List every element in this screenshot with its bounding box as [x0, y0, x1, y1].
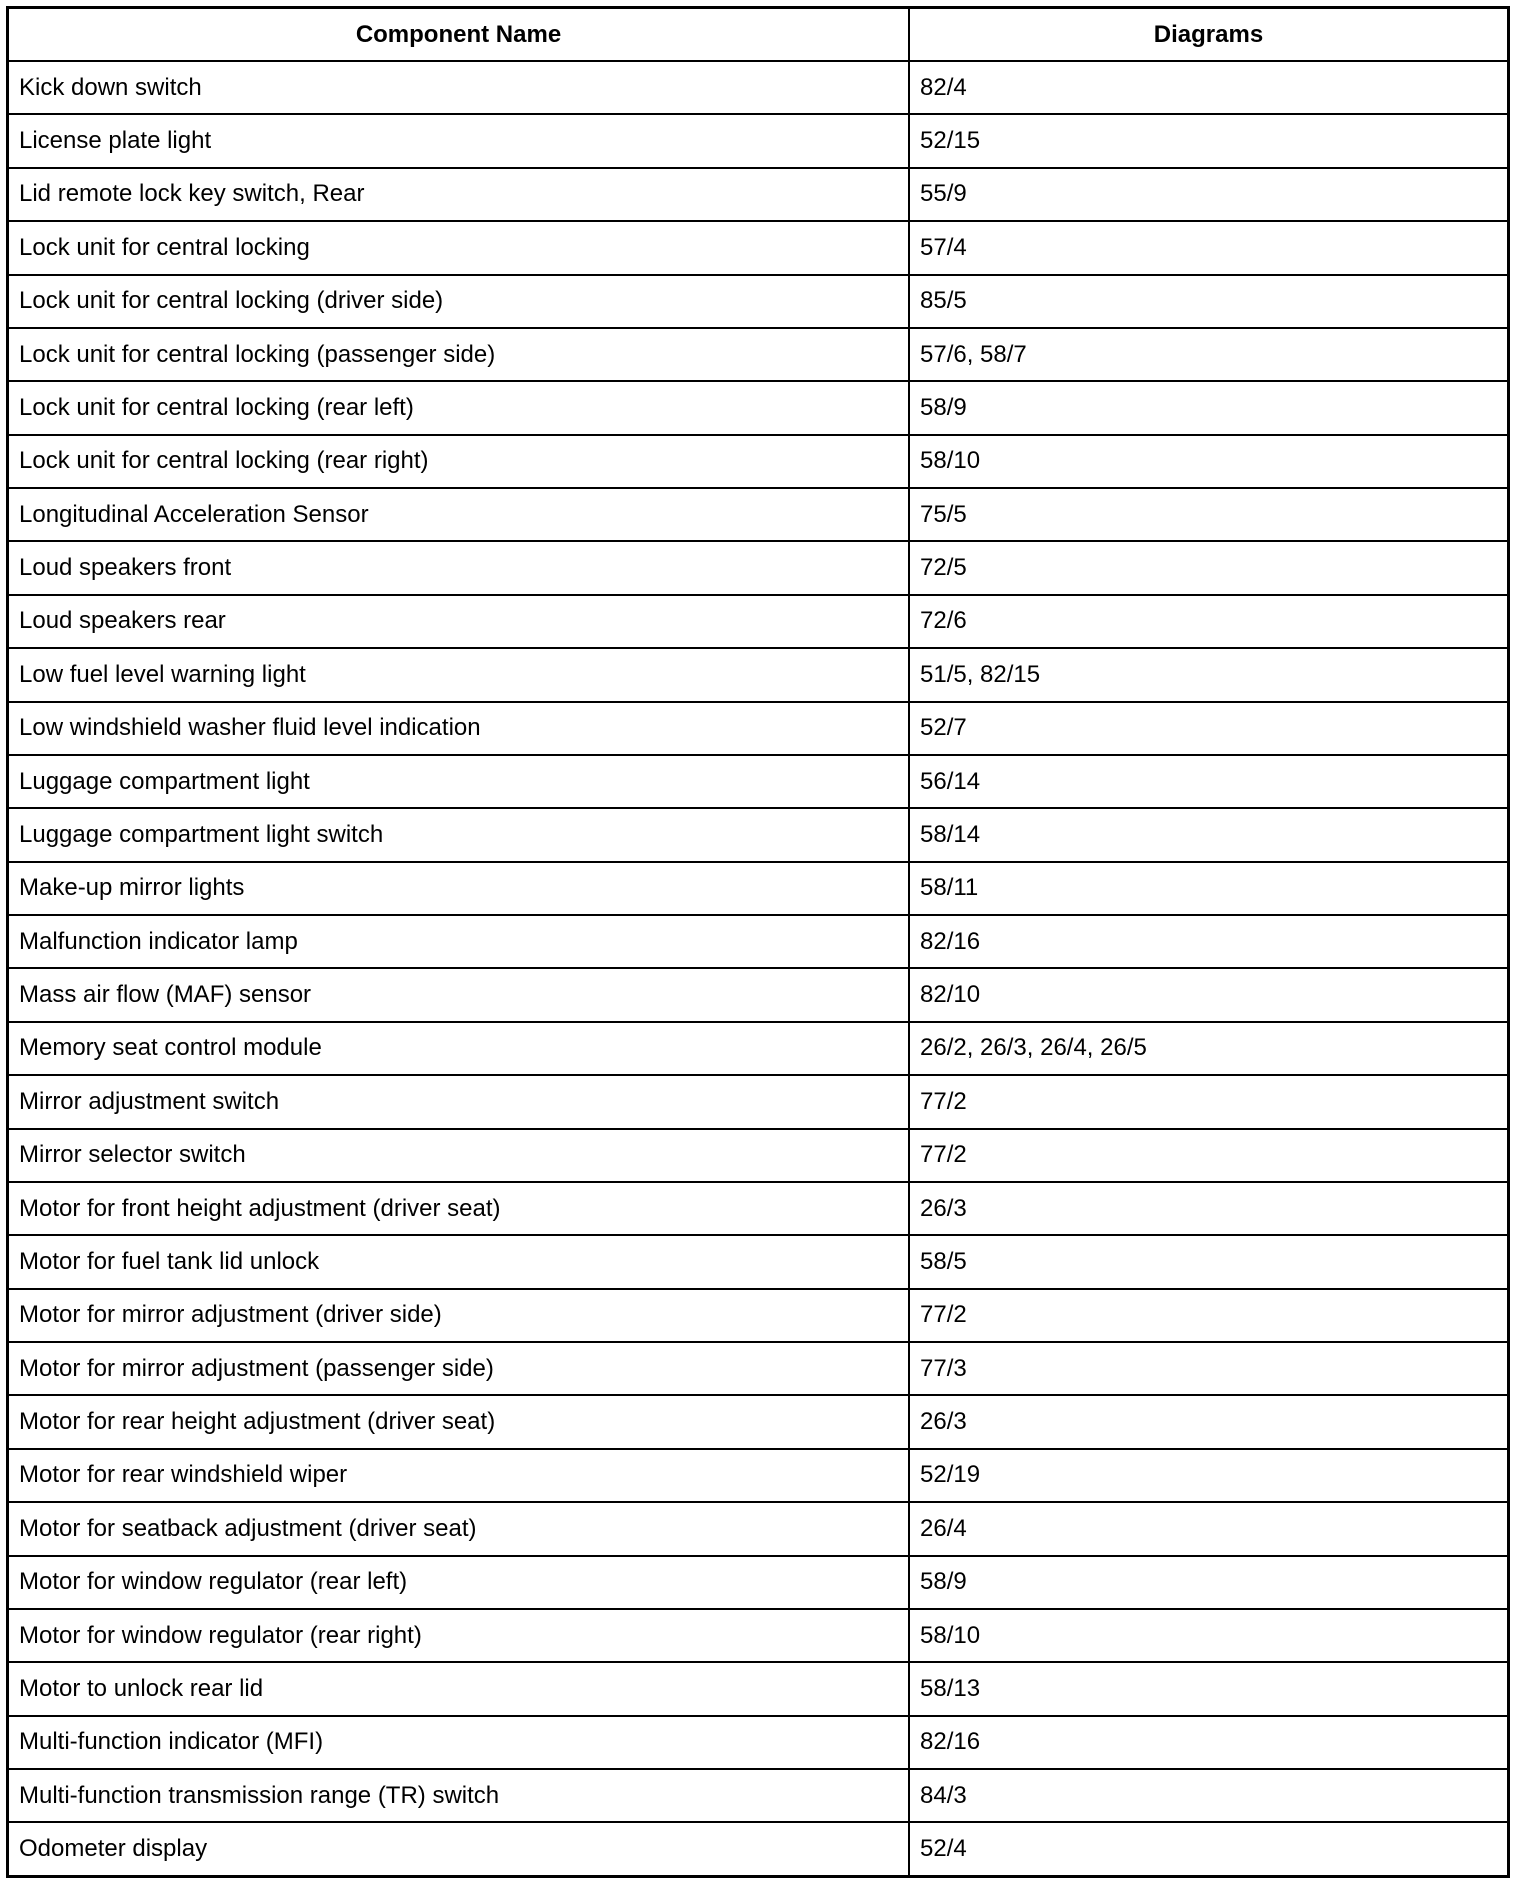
diagrams-cell: 55/9: [909, 168, 1507, 221]
diagrams-cell: 75/5: [909, 488, 1507, 541]
diagrams-cell: 51/5, 82/15: [909, 648, 1507, 701]
diagrams-cell: 26/3: [909, 1182, 1507, 1235]
diagrams-cell: 52/15: [909, 114, 1507, 167]
component-name-cell: Memory seat control module: [9, 1022, 909, 1075]
table-row: [9, 114, 1507, 167]
table-row: [9, 1662, 1507, 1715]
component-name-cell: Motor for window regulator (rear right): [9, 1609, 909, 1662]
component-name-cell: Multi-function indicator (MFI): [9, 1716, 909, 1769]
header-row: [9, 9, 1507, 61]
table-row: [9, 328, 1507, 381]
component-name-cell: Lock unit for central locking (passenger side): [9, 328, 909, 381]
diagrams-cell: 26/2, 26/3, 26/4, 26/5: [909, 1022, 1507, 1075]
column-header-diagrams: Diagrams: [909, 9, 1507, 61]
diagrams-cell: 52/7: [909, 702, 1507, 755]
component-name-cell: Motor for fuel tank lid unlock: [9, 1235, 909, 1288]
diagrams-cell: 72/5: [909, 541, 1507, 594]
table-row: [9, 488, 1507, 541]
table-row: [9, 1609, 1507, 1662]
component-name-cell: Kick down switch: [9, 61, 909, 114]
component-name-cell: Luggage compartment light: [9, 755, 909, 808]
diagrams-cell: 26/3: [909, 1395, 1507, 1448]
component-name-cell: Motor for front height adjustment (driver seat): [9, 1182, 909, 1235]
component-name-cell: Mirror adjustment switch: [9, 1075, 909, 1128]
component-name-cell: Motor to unlock rear lid: [9, 1662, 909, 1715]
component-name-cell: Motor for rear windshield wiper: [9, 1449, 909, 1502]
diagrams-cell: 58/14: [909, 808, 1507, 861]
component-name-cell: Lock unit for central locking: [9, 221, 909, 274]
diagrams-cell: 52/4: [909, 1822, 1507, 1875]
diagrams-cell: 58/11: [909, 862, 1507, 915]
table-row: [9, 915, 1507, 968]
component-diagram-index: [6, 6, 1510, 1878]
component-name-cell: Mirror selector switch: [9, 1129, 909, 1182]
component-name-cell: Low fuel level warning light: [9, 648, 909, 701]
table-row: [9, 968, 1507, 1021]
table-row: [9, 1556, 1507, 1609]
diagrams-cell: 57/4: [909, 221, 1507, 274]
diagrams-cell: 77/2: [909, 1129, 1507, 1182]
diagrams-cell: 58/5: [909, 1235, 1507, 1288]
diagrams-cell: 82/16: [909, 1716, 1507, 1769]
diagrams-cell: 52/19: [909, 1449, 1507, 1502]
diagrams-cell: 82/10: [909, 968, 1507, 1021]
table-row: [9, 61, 1507, 114]
diagrams-cell: 84/3: [909, 1769, 1507, 1822]
diagrams-cell: 58/10: [909, 435, 1507, 488]
table-row: [9, 1502, 1507, 1555]
table-row: [9, 808, 1507, 861]
component-name-cell: Luggage compartment light switch: [9, 808, 909, 861]
table-row: [9, 1289, 1507, 1342]
component-name-cell: Odometer display: [9, 1822, 909, 1875]
component-name-cell: Motor for mirror adjustment (driver side): [9, 1289, 909, 1342]
component-name-cell: Lid remote lock key switch, Rear: [9, 168, 909, 221]
column-header-component-name: Component Name: [9, 9, 909, 61]
table-row: [9, 221, 1507, 274]
table-row: [9, 595, 1507, 648]
diagrams-cell: 72/6: [909, 595, 1507, 648]
diagrams-cell: 58/13: [909, 1662, 1507, 1715]
table-row: [9, 1769, 1507, 1822]
component-table: [9, 9, 1507, 1875]
diagrams-cell: 82/16: [909, 915, 1507, 968]
table-row: [9, 755, 1507, 808]
component-name-cell: Loud speakers rear: [9, 595, 909, 648]
diagrams-cell: 58/9: [909, 1556, 1507, 1609]
table-row: [9, 1822, 1507, 1875]
table-row: [9, 1182, 1507, 1235]
table-row: [9, 1449, 1507, 1502]
table-row: [9, 275, 1507, 328]
table-row: [9, 1022, 1507, 1075]
table-row: [9, 541, 1507, 594]
table-row: [9, 168, 1507, 221]
table-row: [9, 862, 1507, 915]
component-name-cell: Motor for rear height adjustment (driver seat): [9, 1395, 909, 1448]
component-name-cell: Lock unit for central locking (rear left): [9, 381, 909, 434]
table-row: [9, 1716, 1507, 1769]
table-row: [9, 1235, 1507, 1288]
diagrams-cell: 77/2: [909, 1289, 1507, 1342]
diagrams-cell: 26/4: [909, 1502, 1507, 1555]
diagrams-cell: 56/14: [909, 755, 1507, 808]
component-name-cell: License plate light: [9, 114, 909, 167]
component-name-cell: Motor for mirror adjustment (passenger side): [9, 1342, 909, 1395]
table-row: [9, 435, 1507, 488]
diagrams-cell: 57/6, 58/7: [909, 328, 1507, 381]
diagrams-cell: 82/4: [909, 61, 1507, 114]
component-name-cell: Make-up mirror lights: [9, 862, 909, 915]
component-name-cell: Loud speakers front: [9, 541, 909, 594]
component-name-cell: Low windshield washer fluid level indication: [9, 702, 909, 755]
table-row: [9, 648, 1507, 701]
diagrams-cell: 58/10: [909, 1609, 1507, 1662]
diagrams-cell: 85/5: [909, 275, 1507, 328]
table-row: [9, 1075, 1507, 1128]
component-name-cell: Multi-function transmission range (TR) switch: [9, 1769, 909, 1822]
table-row: [9, 1395, 1507, 1448]
component-name-cell: Motor for seatback adjustment (driver seat): [9, 1502, 909, 1555]
component-name-cell: Motor for window regulator (rear left): [9, 1556, 909, 1609]
component-name-cell: Mass air flow (MAF) sensor: [9, 968, 909, 1021]
table-body: [9, 61, 1507, 1875]
component-name-cell: Lock unit for central locking (driver side): [9, 275, 909, 328]
component-name-cell: Longitudinal Acceleration Sensor: [9, 488, 909, 541]
diagrams-cell: 77/2: [909, 1075, 1507, 1128]
component-name-cell: Lock unit for central locking (rear right): [9, 435, 909, 488]
table-row: [9, 1129, 1507, 1182]
table-row: [9, 1342, 1507, 1395]
diagrams-cell: 77/3: [909, 1342, 1507, 1395]
diagrams-cell: 58/9: [909, 381, 1507, 434]
table-row: [9, 702, 1507, 755]
component-name-cell: Malfunction indicator lamp: [9, 915, 909, 968]
table-row: [9, 381, 1507, 434]
